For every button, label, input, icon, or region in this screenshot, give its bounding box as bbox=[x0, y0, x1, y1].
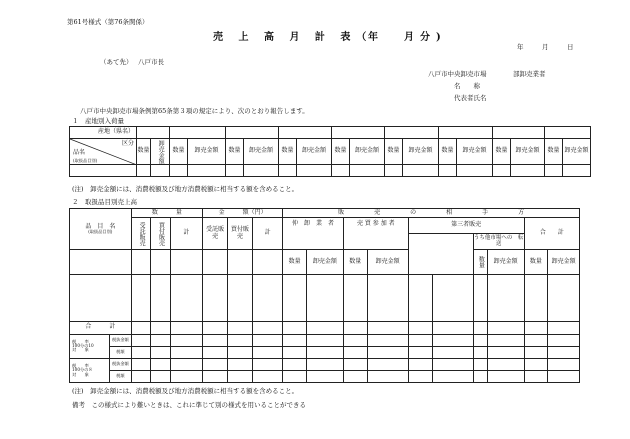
transfer-header: うち他市場への 転 送 bbox=[473, 234, 524, 250]
qty-buy: 買付販売 bbox=[151, 218, 170, 250]
remarks: 備考 この様式により難いときは、これに準じて別の様式を用いることができる bbox=[72, 401, 306, 409]
sales-partner-header: 販 売 の 相 手 方 bbox=[283, 209, 580, 218]
col-amount: 卸売金額 bbox=[244, 139, 279, 165]
col-amount: 卸売金額 bbox=[367, 250, 408, 275]
col-qty: 数量 bbox=[170, 139, 188, 165]
baibai-header: 売 買 参 加 者 bbox=[343, 218, 408, 250]
sum-row-label: 合 計 bbox=[70, 321, 132, 334]
col-qty: 数量 bbox=[493, 139, 511, 165]
col-qty: 数量 bbox=[439, 139, 457, 165]
title-month: 月分) bbox=[404, 32, 447, 43]
tax10-amount: 税額 bbox=[110, 346, 132, 358]
section-name: 部卸売業者 bbox=[513, 70, 546, 78]
sales-by-item-table bbox=[69, 208, 580, 383]
tax8-exclusive: 税抜金額 bbox=[110, 358, 132, 370]
col-qty-vertical: 数量 bbox=[473, 250, 487, 275]
corner-header-item bbox=[70, 139, 137, 165]
corner-header-origin: 産地（県名） bbox=[70, 127, 137, 139]
addressee-prefix: （あて先） bbox=[100, 58, 133, 66]
tax10-label: 税 率 100分の10 対 象 bbox=[70, 334, 110, 358]
col-qty: 数量 bbox=[137, 139, 151, 165]
qty-total: 計 bbox=[170, 218, 203, 250]
item-name-header bbox=[70, 209, 132, 250]
intro-text: 八戸市中央卸売市場条例第65条第３項の規定により、次のとおり報告します。 bbox=[80, 107, 309, 115]
date-day: 日 bbox=[567, 43, 574, 51]
col-qty: 数量 bbox=[226, 139, 244, 165]
col-amount: 卸売金額 bbox=[511, 139, 545, 165]
item-name-note: (取扱品目別) bbox=[88, 229, 113, 235]
col-qty: 数量 bbox=[524, 250, 548, 275]
section2-heading: ２ 取扱品目別売上高 bbox=[72, 198, 137, 206]
qty-consign: 受託販売 bbox=[131, 218, 150, 250]
col-amount: 卸売金額 bbox=[563, 139, 591, 165]
col-amount: 卸売金額 bbox=[487, 250, 524, 275]
addressee: 八戸市長 bbox=[138, 58, 164, 66]
col-amount: 卸売金額 bbox=[350, 139, 385, 165]
tax8-amount: 税額 bbox=[110, 370, 132, 382]
item-name-label: 品 目 名 bbox=[85, 222, 116, 230]
corner-header-division: 区分 bbox=[121, 140, 134, 147]
section1-note: (注) 卸売金額には、消費税額及び地方消費税額に相当する額を含めること。 bbox=[72, 185, 299, 193]
daisansha-header: 第三者販売 bbox=[408, 218, 524, 234]
col-amount: 卸売金額 bbox=[307, 250, 344, 275]
col-amount: 卸売金額 bbox=[297, 139, 332, 165]
col-qty: 数量 bbox=[343, 250, 367, 275]
amount-group-header: 金 額（円） bbox=[203, 209, 283, 218]
corner-header-item-name: 品名 bbox=[73, 148, 86, 156]
date-year: 年 bbox=[517, 43, 524, 51]
amount-buy: 買付販売 bbox=[228, 218, 253, 250]
tax10-exclusive: 税抜金額 bbox=[110, 334, 132, 346]
section2-note: (注) 卸売金額には、消費税額及び地方消費税額に相当する額を含めること。 bbox=[72, 387, 299, 395]
tax8-label: 税 率 100分の８ 対 象 bbox=[70, 358, 110, 382]
col-qty: 数量 bbox=[545, 139, 563, 165]
page-title: 売 上 高 月 計 表（ bbox=[213, 32, 373, 43]
col-qty: 数量 bbox=[279, 139, 297, 165]
col-amount: 卸売金額 bbox=[457, 139, 493, 165]
col-amount: 卸売金額 bbox=[403, 139, 439, 165]
nakaoroshi-header: 仲 卸 業 者 bbox=[283, 218, 344, 250]
origin-arrivals-table bbox=[69, 126, 591, 177]
col-qty: 数量 bbox=[283, 250, 307, 275]
company-name-label: 名 称 bbox=[454, 82, 480, 90]
market-name: 八戸市中央卸売市場 bbox=[428, 70, 487, 78]
form-number: 第61号様式（第76条関係） bbox=[67, 18, 149, 26]
section1-heading: １ 産地別入荷量 bbox=[72, 117, 124, 125]
amount-consign: 受託販売 bbox=[203, 218, 228, 250]
qty-group-header: 数 量 bbox=[131, 209, 202, 218]
col-amount: 卸売金額 bbox=[548, 250, 580, 275]
amount-total: 計 bbox=[252, 218, 282, 250]
col-qty: 数量 bbox=[332, 139, 350, 165]
data-row bbox=[70, 275, 132, 321]
corner-header-item-note: (取扱品目別) bbox=[73, 157, 98, 163]
representative-label: 代表者氏名 bbox=[454, 94, 487, 102]
grand-total-header: 合 計 bbox=[524, 218, 579, 250]
col-qty: 数量 bbox=[385, 139, 403, 165]
date-month: 月 bbox=[542, 43, 549, 51]
col-amount-vertical: 卸売金額 bbox=[151, 139, 170, 165]
col-amount: 卸売金額 bbox=[188, 139, 226, 165]
title-year: 年 bbox=[368, 32, 384, 43]
